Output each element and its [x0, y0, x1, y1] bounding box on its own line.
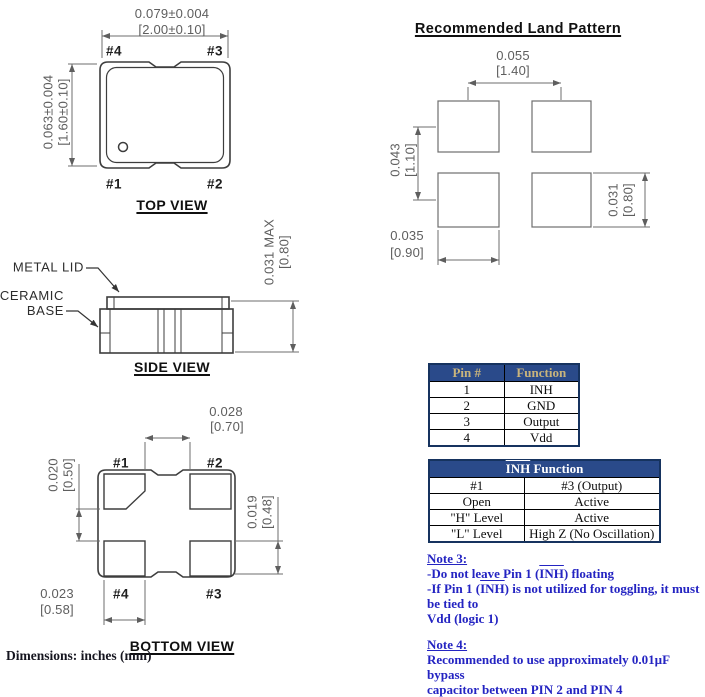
pin-table-header-function: Function — [504, 364, 579, 382]
note4-line2: capacitor between PIN 2 and PIN 4 — [427, 682, 623, 697]
inh-overlined-text: $\overline{INH}$ — [505, 461, 531, 476]
bottom-view-drawing — [98, 470, 235, 577]
bottom-view-pin1-label: #1 — [112, 455, 130, 471]
note3-line1-post: ) floating — [563, 566, 615, 581]
note3-line2-post: ) is not utilized for toggling, it must be tied to — [427, 581, 700, 611]
pin-function-cell: GND — [504, 398, 579, 414]
table-row — [429, 382, 579, 398]
table-row — [429, 398, 579, 414]
pin-function-table — [428, 363, 580, 447]
land-pattern-title: Recommended Land Pattern — [414, 21, 622, 37]
bottom-view-pin3-label: #3 — [205, 586, 223, 602]
side-view-base — [100, 309, 233, 353]
note3-line2-pre: -If Pin 1 ( — [427, 581, 481, 596]
land-pitch-y-dim — [389, 143, 418, 177]
side-view-height-dim — [263, 219, 292, 285]
pin-number-cell: 1 — [429, 382, 504, 398]
note4-title: Note 4: — [427, 637, 468, 652]
table-row — [429, 430, 579, 447]
dimensions-units-note: Dimensions: inches (mm) — [6, 648, 152, 663]
top-view-height-inch: 0.063±0.004 — [40, 74, 56, 150]
top-view-title: TOP VIEW — [136, 197, 208, 213]
pin-function-cell: Vdd — [504, 430, 579, 447]
inh-table-header — [429, 460, 660, 478]
bottom-view-title: BOTTOM VIEW — [129, 638, 235, 654]
note3-line1-pre: -Do not leave Pin 1 ( — [427, 566, 540, 581]
top-view-width-mm: [2.00±0.10] — [138, 21, 206, 37]
land-pitch-x-mm: [1.40] — [496, 62, 530, 78]
side-view-height-mm: [0.80] — [276, 235, 291, 269]
inh-header-rest: Function — [533, 461, 584, 476]
pin-table-header-pin: Pin # — [429, 364, 504, 382]
inh-overlined-text: $\overline{INH}$ — [539, 566, 564, 581]
bottom-pad-height-mm: [0.48] — [259, 495, 274, 529]
metal-lid-label: METAL LID — [12, 259, 84, 275]
land-pad-width-inch: 0.035 — [390, 227, 424, 243]
notes-section — [427, 551, 705, 697]
inh-output-cell: Active — [524, 494, 660, 510]
bottom-pad-width-inch: 0.023 — [40, 585, 74, 601]
side-view-dim-lines — [231, 301, 299, 352]
ceramic-base-label-line2: BASE — [26, 303, 64, 318]
top-view-pin1-label: #1 — [105, 176, 123, 192]
top-view-height-dim — [42, 75, 71, 149]
note3-title: Note 3: — [427, 551, 468, 566]
pin-function-cell — [504, 382, 579, 398]
top-view-lid-outline — [107, 68, 224, 163]
top-view-height-mm: [1.60±0.10] — [55, 78, 70, 146]
bottom-pad-width-mm: [0.58] — [40, 601, 74, 617]
bottom-pad-2 — [190, 474, 231, 509]
side-view-title: SIDE VIEW — [134, 359, 210, 375]
top-view-width-inch: 0.079±0.004 — [134, 5, 210, 21]
inh-state-cell: "L" Level — [429, 526, 524, 543]
land-pitch-x-inch: 0.055 — [496, 47, 530, 63]
land-pad-bottom-left — [438, 173, 499, 227]
bottom-gap-y-mm: [0.50] — [60, 458, 75, 492]
bottom-view-dim-lines — [76, 438, 283, 625]
side-view-drawing — [100, 297, 233, 353]
bottom-gap-y-dim — [47, 458, 76, 492]
inh-output-cell: #3 (Output) — [524, 478, 660, 494]
pin-number-cell: 3 — [429, 414, 504, 430]
land-pad-top-left — [438, 101, 499, 152]
inh-table-header-row — [429, 460, 660, 478]
land-pad-bottom-right — [532, 173, 591, 227]
top-view-drawing — [100, 62, 230, 168]
table-row — [429, 478, 660, 494]
bottom-gap-x-mm: [0.70] — [210, 418, 244, 434]
inh-overlined-text: $\overline{INH}$ — [529, 382, 553, 397]
pin-function-cell: Output — [504, 414, 579, 430]
bottom-gap-x-inch: 0.028 — [209, 403, 243, 419]
pin1-indicator-dot — [119, 143, 128, 152]
bottom-pad-4 — [104, 541, 145, 576]
land-pad-width-mm: [0.90] — [390, 244, 424, 260]
note4-line1: Recommended to use approximately 0.01µF bypass — [427, 652, 670, 682]
pin-number-cell: 2 — [429, 398, 504, 414]
bottom-pad-height-inch: 0.019 — [244, 495, 260, 529]
land-pattern-drawing — [438, 101, 591, 227]
note3-line3: Vdd (logic 1) — [427, 611, 499, 626]
ceramic-base-label — [0, 288, 64, 318]
inh-state-cell: #1 — [429, 478, 524, 494]
land-pitch-y-inch: 0.043 — [387, 143, 403, 177]
inh-state-cell: "H" Level — [429, 510, 524, 526]
table-row — [429, 494, 660, 510]
side-view-lid — [107, 297, 229, 309]
table-row — [429, 510, 660, 526]
pin-number-cell: 4 — [429, 430, 504, 447]
table-row — [429, 414, 579, 430]
land-pad-height-dim — [607, 183, 636, 217]
inh-overlined-text: $\overline{INH}$ — [480, 581, 505, 596]
bottom-view-pin4-label: #4 — [112, 586, 130, 602]
ceramic-base-label-line1: CERAMIC — [0, 288, 64, 303]
land-pad-height-inch: 0.031 — [605, 183, 621, 217]
land-pitch-y-mm: [1.10] — [402, 143, 417, 177]
top-view-pin3-label: #3 — [206, 43, 224, 59]
top-view-package-outline — [100, 62, 230, 168]
bottom-gap-y-inch: 0.020 — [45, 458, 61, 492]
pin-table-header-row — [429, 364, 579, 382]
land-pad-top-right — [532, 101, 591, 152]
table-row — [429, 526, 660, 543]
bottom-pad-height-dim — [246, 495, 275, 529]
bottom-pad-3 — [190, 541, 231, 576]
inh-state-cell: Open — [429, 494, 524, 510]
top-view-pin2-label: #2 — [206, 176, 224, 192]
bottom-pad-1 — [104, 474, 145, 509]
note3-line1 — [427, 566, 705, 581]
bottom-view-pin2-label: #2 — [206, 455, 224, 471]
note3-line2 — [427, 581, 705, 611]
side-view-height-inch: 0.031 MAX — [261, 218, 277, 286]
top-view-dim-lines — [68, 30, 228, 166]
bottom-view-package-outline — [98, 470, 235, 577]
inh-output-cell: Active — [524, 510, 660, 526]
top-view-pin4-label: #4 — [105, 43, 123, 59]
land-pad-height-mm: [0.80] — [620, 183, 635, 217]
inh-function-table — [428, 459, 661, 543]
inh-output-cell: High Z (No Oscillation) — [524, 526, 660, 543]
